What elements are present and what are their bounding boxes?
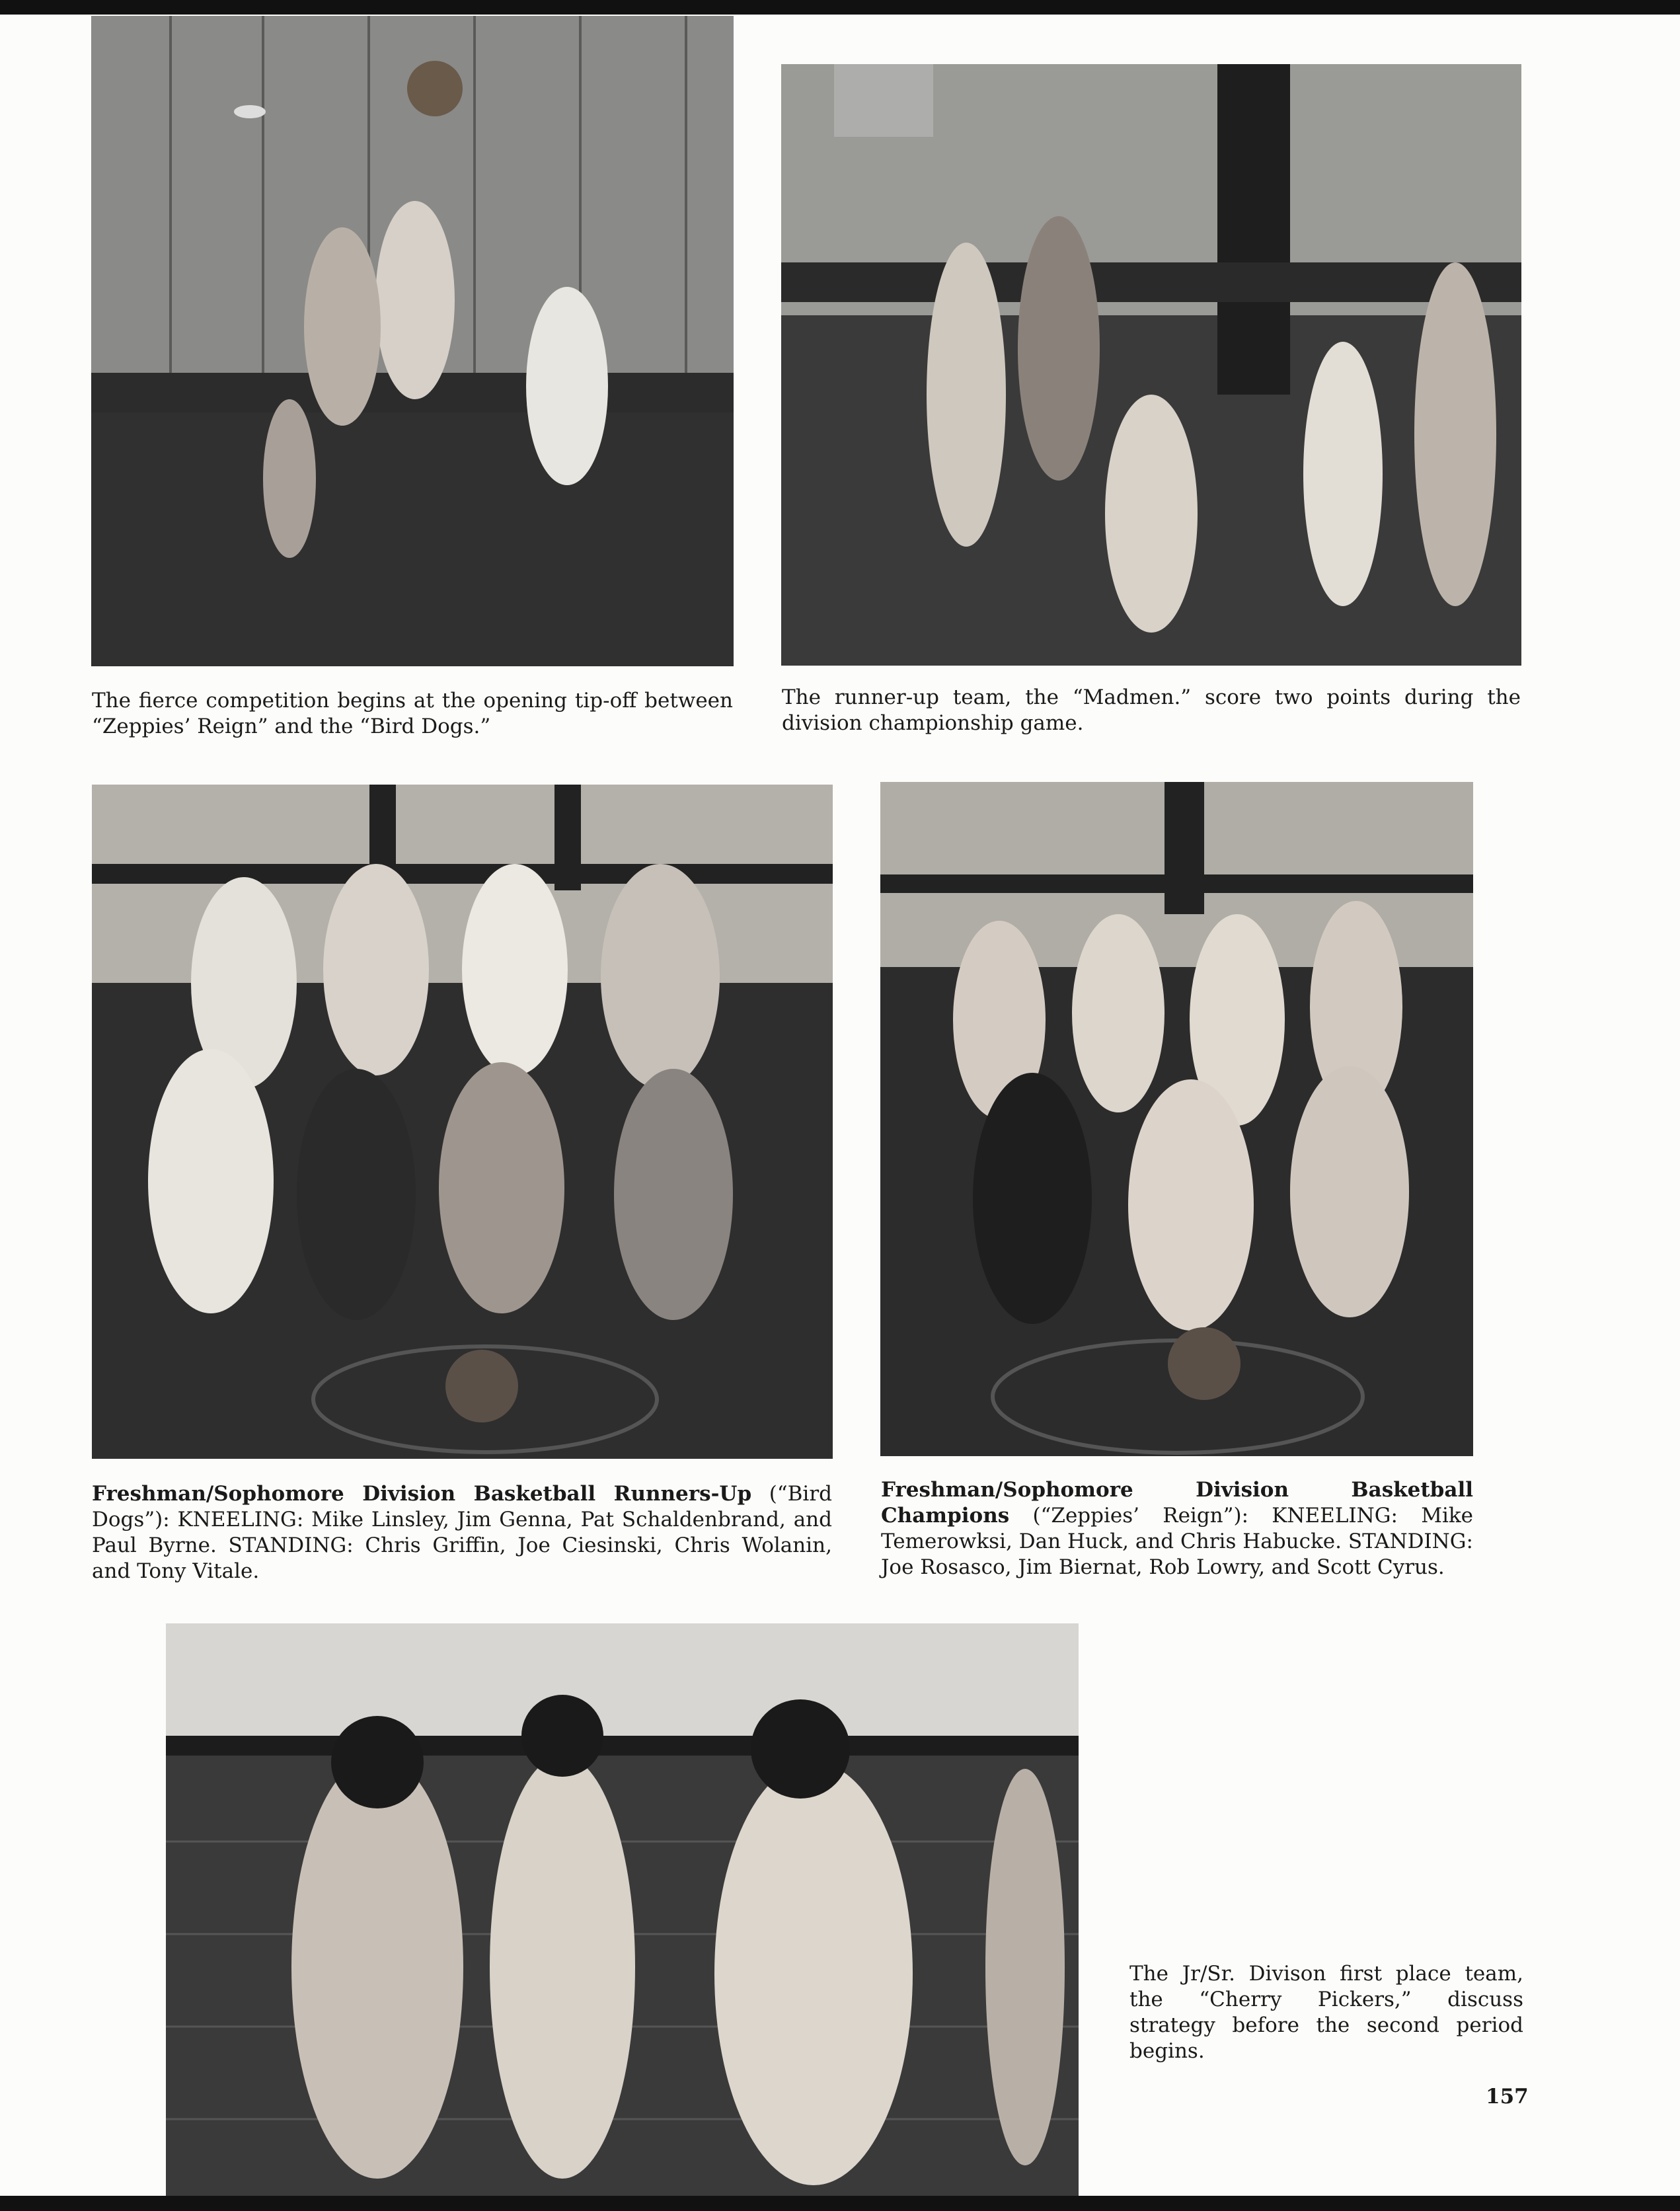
photo-tipoff-image xyxy=(91,16,734,666)
caption-runners-up-title: Freshman/Sophomore Division Basketball Runners-Up xyxy=(92,1482,752,1506)
photo-madmen-image xyxy=(781,64,1521,666)
photo-cherry-pickers-image xyxy=(166,1623,1079,2196)
caption-champions xyxy=(881,1477,1473,1580)
caption-tipoff: The fierce competition begins at the opening tip-off between “Zeppies’ Reign” and the “Bird Dogs.” xyxy=(92,689,733,738)
page-number: 157 xyxy=(1486,2085,1529,2109)
caption-runners-up-body: (“Bird Dogs”): KNEELING: Mike Linsley, Jim Genna, Pat Schaldenbrand, and Paul Byrne. STANDING: Chris Griffin, Joe Ciesinski, Chris Wolanin, and Tony Vitale. xyxy=(92,1482,833,1583)
yearbook-page xyxy=(0,15,1680,2196)
photo-cherry-pickers xyxy=(166,1623,1079,2196)
photo-madmen xyxy=(781,64,1521,666)
caption-champions-body: (“Zeppies’ Reign”): KNEELING: Mike Temerowksi, Dan Huck, and Chris Habucke. STANDING: Joe Rosasco, Jim Biernat, Rob Lowry, and Scott Cyrus. xyxy=(881,1504,1473,1579)
caption-madmen: The runner-up team, the “Madmen.” score two points during the division championship game. xyxy=(782,685,1521,735)
caption-cherry-pickers: The Jr/Sr. Divison first place team, the “Cherry Pickers,” discuss strategy before the second period begins. xyxy=(1129,1962,1523,2063)
photo-runners-up-image xyxy=(92,785,833,1459)
caption-runners-up xyxy=(92,1481,832,1584)
photo-champions xyxy=(880,782,1473,1456)
photo-champions-image xyxy=(880,782,1473,1456)
caption-champions-title: Freshman/Sophomore Division Basketball Champions xyxy=(881,1478,1473,1528)
photo-tipoff xyxy=(91,16,734,666)
photo-runners-up xyxy=(92,785,833,1459)
